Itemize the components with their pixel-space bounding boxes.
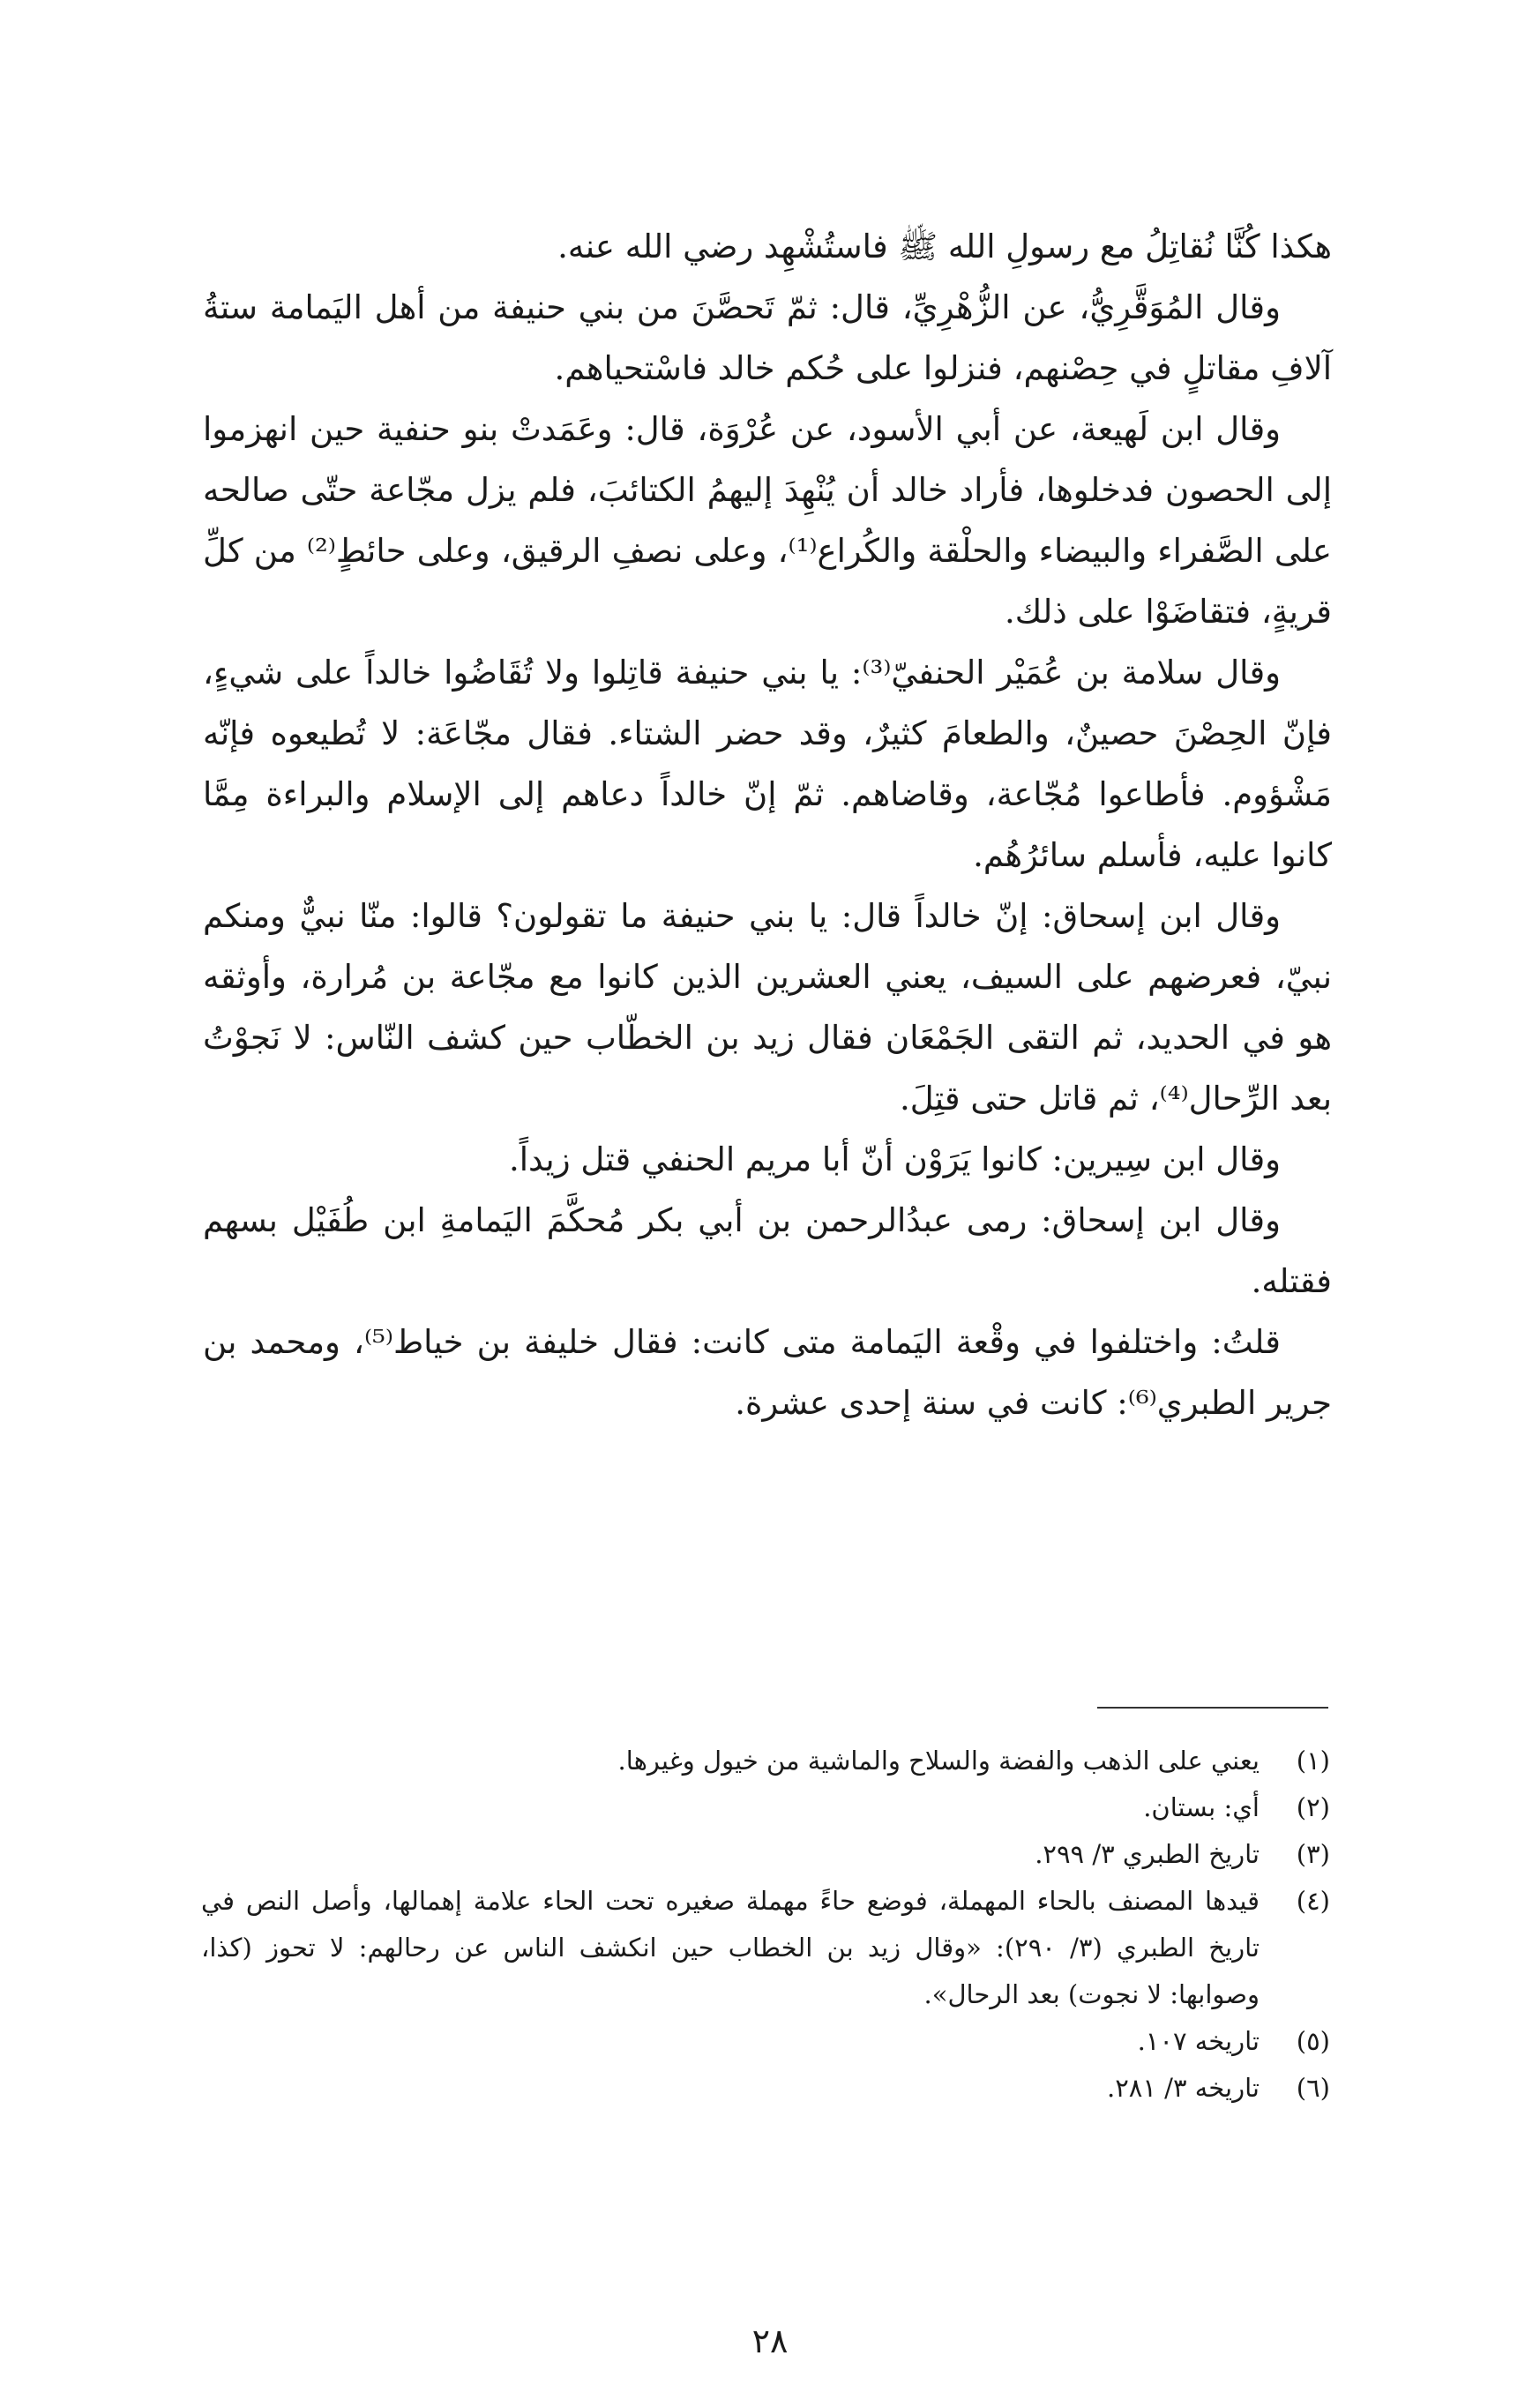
paragraph: هكذا كُنَّا نُقاتِلُ مع رسولِ الله ﷺ فاستُشْهِد رضي الله عنه.: [557, 228, 1332, 265]
paragraph: وقال ابن إسحاق: رمى عبدُالرحمن بن أبي بكر مُحكَّمَ اليَمامةِ ابن طُفَيْل بسهم فقتله.: [203, 1201, 1332, 1300]
footnote-text: يعني على الذهب والفضة والسلاح والماشية من خيول وغيرها.: [617, 1746, 1260, 1776]
footnote-number: (١): [1296, 1746, 1330, 1776]
footnote: [201, 2018, 1330, 2065]
page-number: ٢٨: [751, 2322, 789, 2360]
footnote-number: (٢): [1296, 1792, 1330, 1822]
footnote-text: تاريخه ٣/ ٢٨١.: [1107, 2073, 1260, 2103]
paragraph: وقال المُوَقَّرِيُّ، عن الزُّهْرِيِّ، قال: ثمّ تَحصَّنَ من بني حنيفة من أهل اليَمامة ستةُ آلافِ مقاتلٍ في حِصْنهم، فنزلوا على حُكم خالد فاسْتحياهم.: [203, 288, 1332, 387]
paragraph: وقال سلامة بن عُمَيْر الحنفيّ⁽³⁾: يا بني حنيفة قاتِلوا ولا تُقَاضُوا خالداً على شيءٍ، فإنّ الحِصْنَ حصينٌ، والطعامَ كثيرٌ، وقد حضر الشتاء. فقال مجّاعَة: لا تُطيعوه فإنّه مَشْؤوم. فأطاعوا مُجّاعة، وقاضاهم. ثمّ إنّ خالداً دعاهم إلى الإسلام والبراءة مِمَّا كانوا عليه، فأسلم سائرُهُم.: [203, 654, 1332, 874]
footnote-text: قيدها المصنف بالحاء المهملة، فوضع حاءً مهملة صغيره تحت الحاء علامة إهمالها، وأصل النص في تاريخ الطبري (٣/ ٢٩٠): «وقال زيد بن الخطاب حين انكشف الناس عن رحالهم: لا تحوز (كذا، وصوابها: لا نجوت) بعد الرحال».: [201, 1886, 1260, 2009]
footnote: [201, 1738, 1330, 1784]
footnote-number: (٦): [1296, 2073, 1330, 2103]
footnote-text: أي: بستان.: [1143, 1792, 1260, 1822]
footnote: [201, 1878, 1330, 2018]
footnote-separator: [1097, 1707, 1328, 1709]
footnote: [201, 2065, 1330, 2112]
footnote: [201, 1831, 1330, 1878]
footnote: [201, 1784, 1330, 1831]
paragraph: وقال ابن سِيرين: كانوا يَرَوْن أنّ أبا مريم الحنفي قتل زيداً.: [508, 1140, 1281, 1178]
footnote-text: تاريخه ١٠٧.: [1137, 2026, 1260, 2056]
footnote-text: تاريخ الطبري ٣/ ٢٩٩.: [1035, 1839, 1260, 1869]
footnote-number: (٤): [1296, 1886, 1330, 1916]
paragraph: وقال ابن إسحاق: إنّ خالداً قال: يا بني حنيفة ما تقولون؟ قالوا: منّا نبيٌّ ومنكم نبيّ، فعرضهم على السيف، يعني العشرين الذين كانوا مع مجّاعة بن مُرارة، وأوثقه هو في الحديد، ثم التقى الجَمْعَان فقال زيد بن الخطّاب حين كشف النّاس: لا نَجوْتُ بعد الرِّحال⁽⁴⁾، ثم قاتل حتى قتِلَ.: [203, 897, 1332, 1118]
paragraph: قلتُ: واختلفوا في وقْعة اليَمامة متى كانت: فقال خليفة بن خياط⁽⁵⁾، ومحمد بن جرير الطبري⁽⁶⁾: كانت في سنة إحدى عشرة.: [203, 1323, 1332, 1422]
footnote-number: (٥): [1296, 2026, 1330, 2056]
footnotes: [201, 1738, 1330, 2112]
main-text: [203, 216, 1332, 1433]
paragraph: وقال ابن لَهيعة، عن أبي الأسود، عن عُرْوَة، قال: وعَمَدتْ بنو حنفية حين انهزموا إلى الحصون فدخلوها، فأراد خالد أن يُنْهِدَ إليهمُ الكتائبَ، فلم يزل مجّاعة حتّى صالحه على الصَّفراء والبيضاء والحلْقة والكُراع⁽¹⁾، وعلى نصفِ الرقيق، وعلى حائطٍ⁽²⁾ من كلِّ قريةٍ، فتقاضَوْا على ذلك.: [203, 410, 1332, 631]
footnote-number: (٣): [1296, 1839, 1330, 1869]
